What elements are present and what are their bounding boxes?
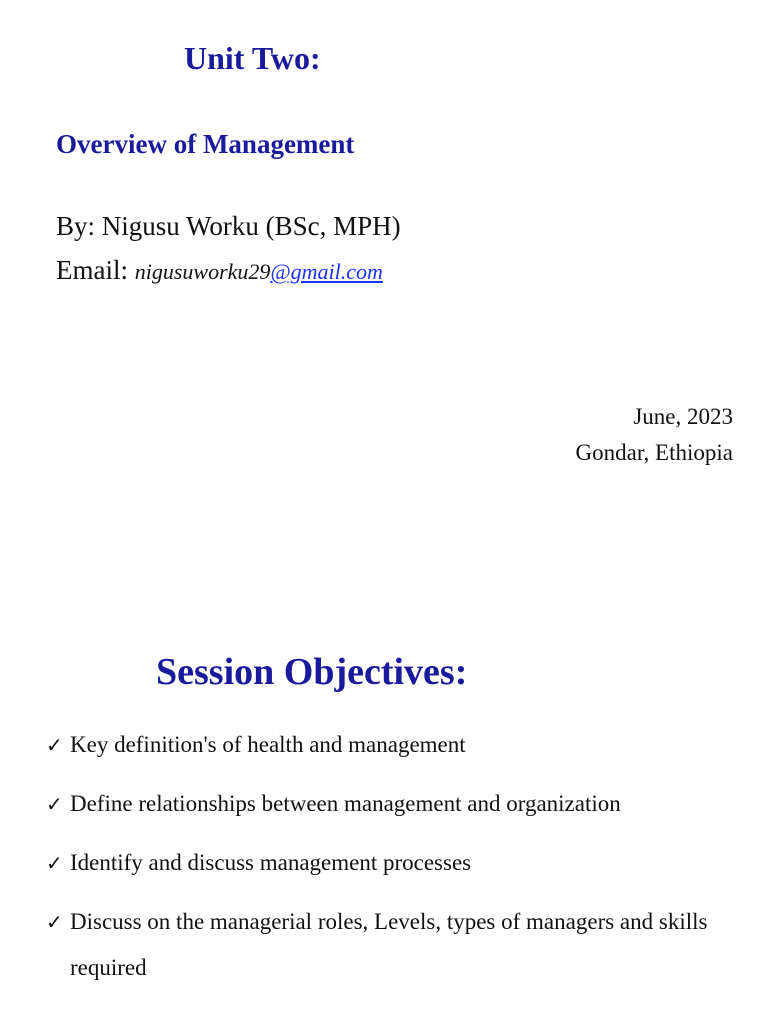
check-icon: ✓ xyxy=(46,792,63,816)
email-link[interactable]: @gmail.com xyxy=(270,259,383,284)
session-objectives-title: Session Objectives: xyxy=(156,651,468,693)
check-icon: ✓ xyxy=(46,910,63,934)
email-line xyxy=(56,253,383,289)
objective-text: Key definition's of health and management xyxy=(70,732,466,757)
email-user: nigusuworku29 xyxy=(134,259,271,284)
email-label: Email: xyxy=(56,255,135,285)
place: Gondar, Ethiopia xyxy=(575,440,733,465)
objective-item xyxy=(46,787,736,827)
check-icon: ✓ xyxy=(46,851,63,875)
objective-item xyxy=(46,846,736,886)
dateline xyxy=(576,399,734,471)
date: June, 2023 xyxy=(633,404,733,429)
objective-text: Define relationships between management and organization xyxy=(70,791,621,816)
author-byline: By: Nigusu Worku (BSc, MPH) xyxy=(56,211,401,241)
objective-item xyxy=(46,905,736,991)
objective-text: Discuss on the managerial roles, Levels, types of managers and skills required xyxy=(70,909,708,980)
unit-title: Unit Two: xyxy=(184,40,321,76)
objective-item xyxy=(46,728,736,768)
objective-text: Identify and discuss management processes xyxy=(70,850,472,875)
check-icon: ✓ xyxy=(46,733,63,757)
page-subtitle: Overview of Management xyxy=(56,129,355,159)
objectives-list xyxy=(46,728,736,1010)
